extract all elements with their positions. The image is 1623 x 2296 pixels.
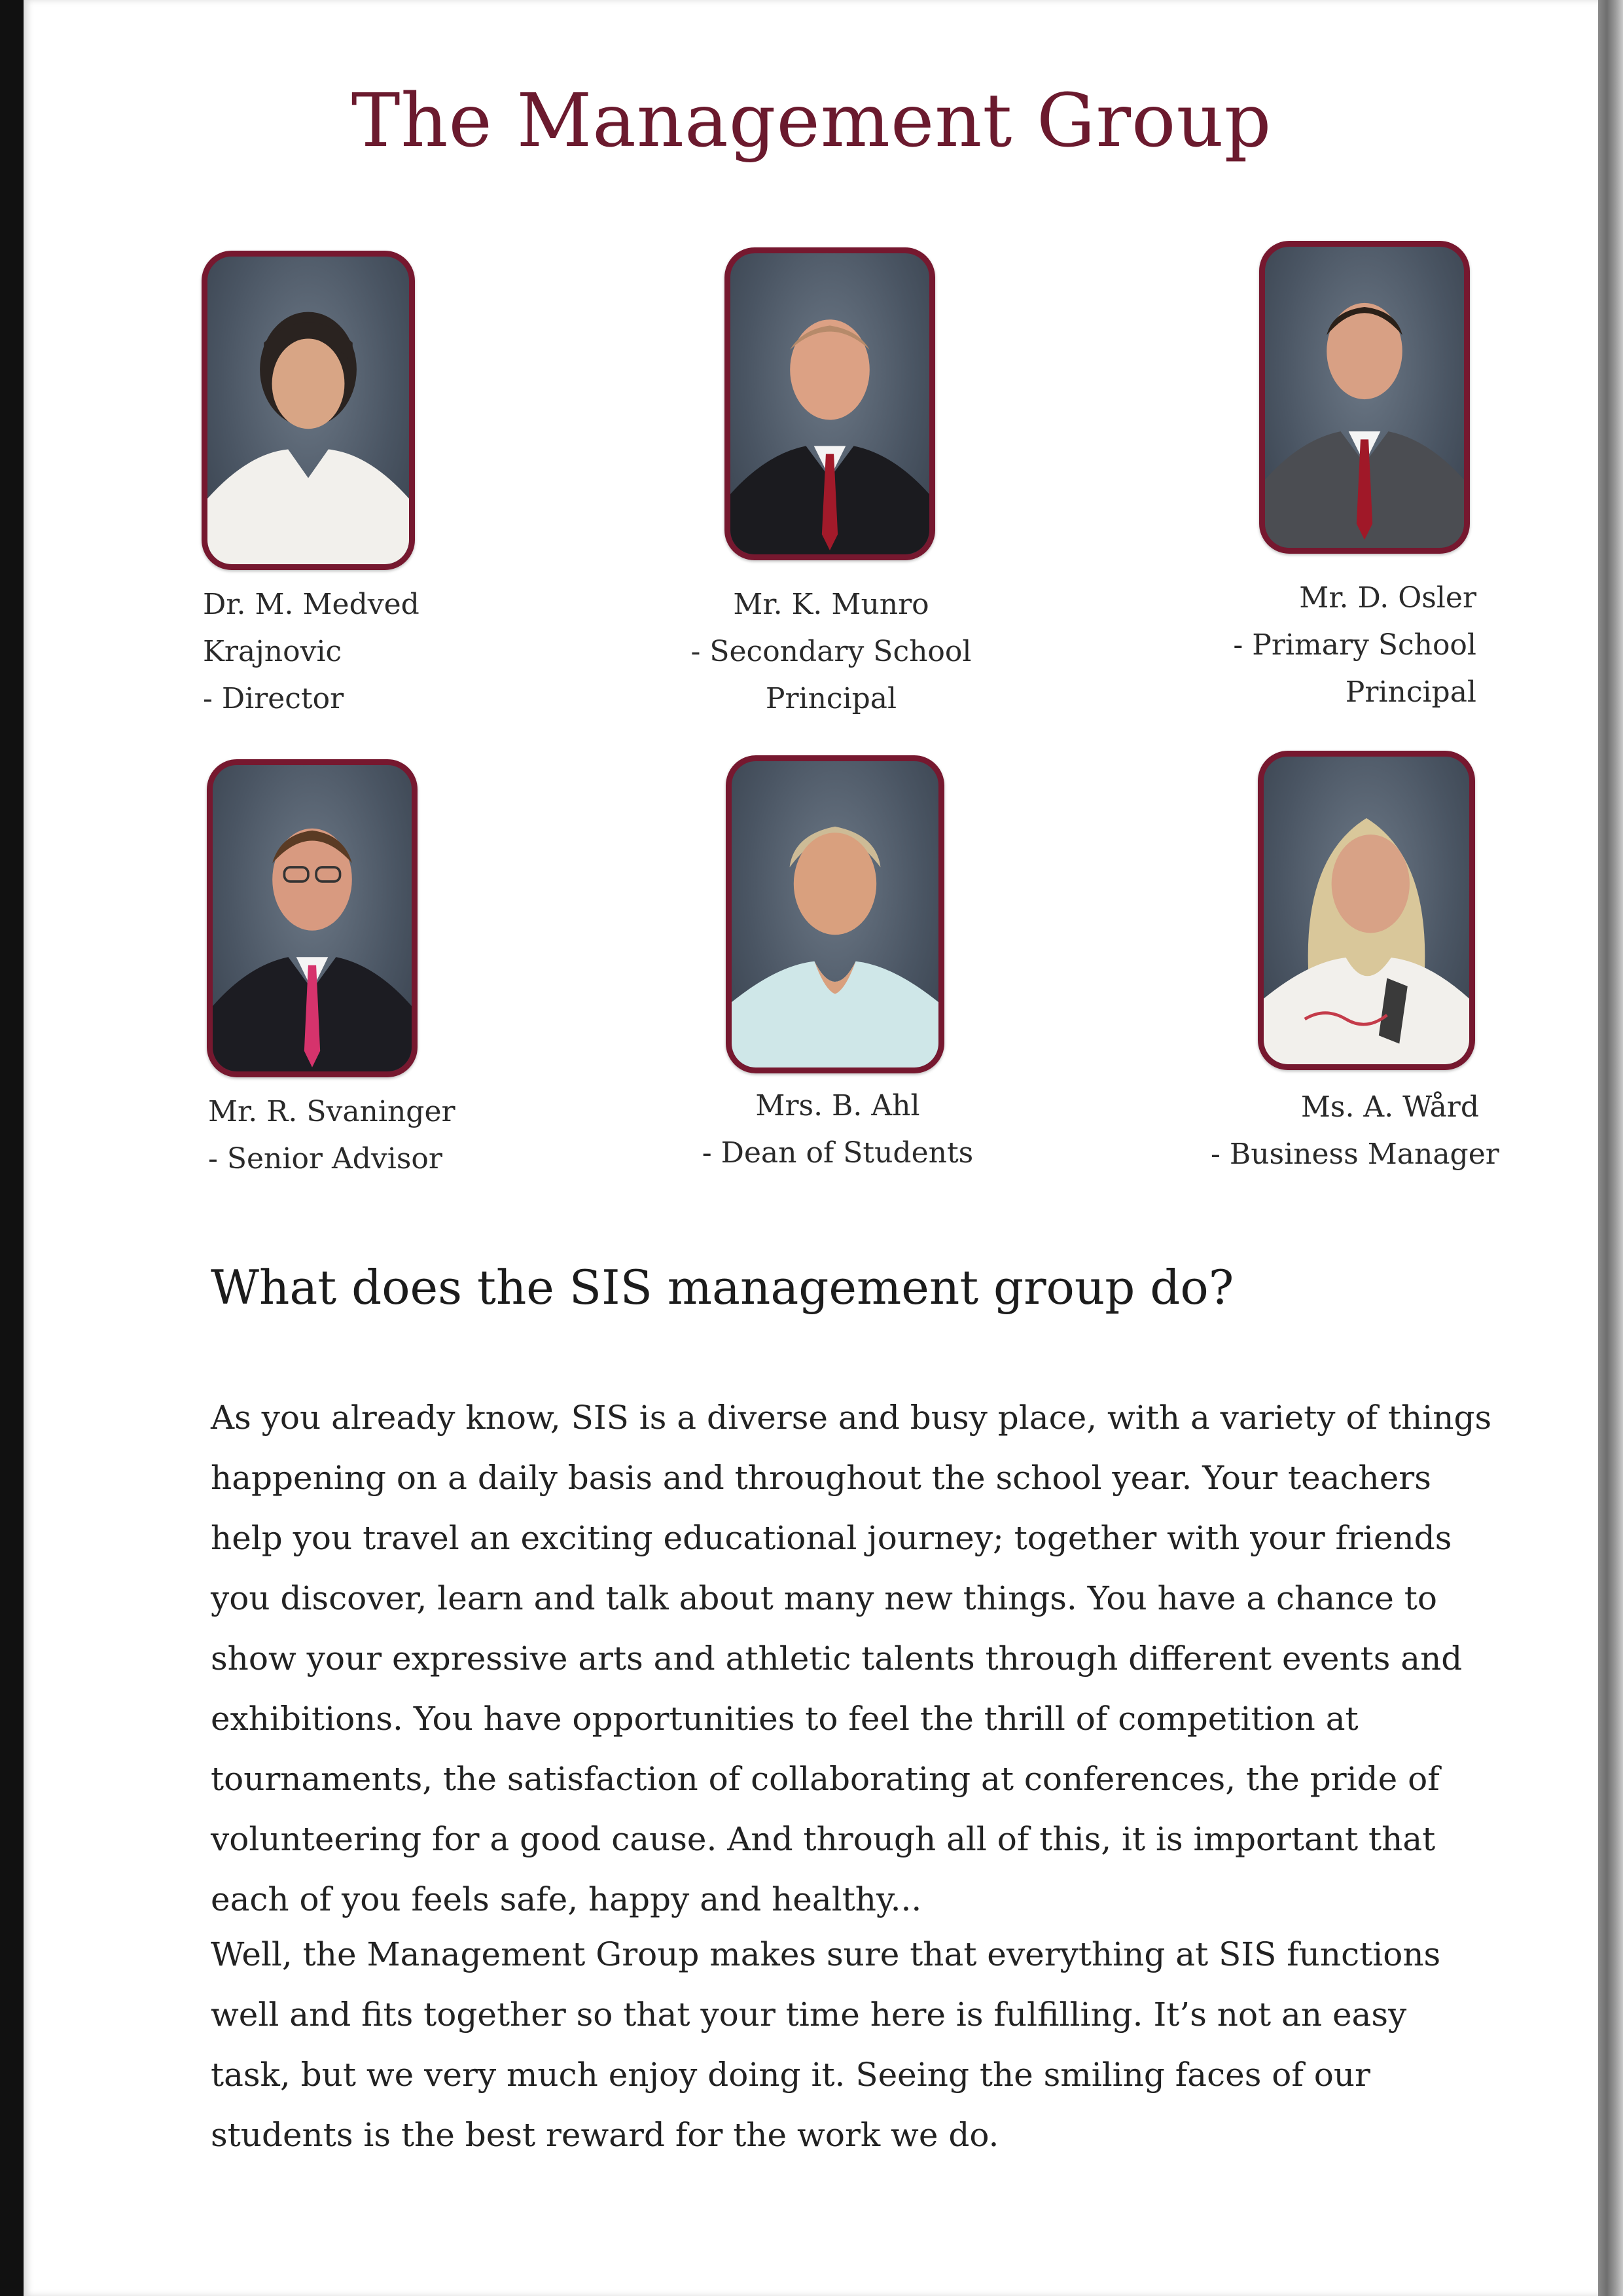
staff-caption: [687, 581, 975, 723]
staff-role-cont: Principal: [1345, 675, 1476, 709]
staff-caption: [1211, 1084, 1499, 1178]
staff-photo: [726, 755, 944, 1073]
body-paragraph: As you already know, SIS is a diverse and busy place, with a variety of things happening on a daily basis and throughout the school year. Your teachers help you travel an exciting educational journey; together with your friends you discover, learn and talk about many new things. You have a chance to show your expressive arts and athletic talents through different events and exhibitions. You have opportunities to feel the thrill of competition at tournaments, the satisfaction of collaborating at conferences, the pride of volunteering for a good cause. And through all of this, it is important that each of you feels safe, happy and healthy...: [211, 1399, 1492, 1918]
staff-role: - Dean of Students: [702, 1136, 974, 1170]
staff-name: Mr. D. Osler: [1299, 581, 1476, 615]
body-paragraph: Well, the Management Group makes sure that everything at SIS functions well and fits together so that your time here is fulfilling. It’s not an easy task, but we very much enjoy doing it. Seeing the smiling faces of our students is the best reward for the work we do.: [211, 1935, 1441, 2154]
staff-name-cont: Krajnovic: [203, 635, 342, 668]
scan-border-right: [1598, 0, 1623, 2296]
staff-photo: [1258, 751, 1475, 1070]
staff-photo: [724, 247, 935, 560]
staff-role-cont: Principal: [765, 682, 897, 715]
staff-name: Mr. R. Svaninger: [208, 1095, 455, 1128]
staff-caption: [203, 581, 419, 723]
staff-photo: [202, 251, 415, 570]
staff-photo: [207, 759, 418, 1077]
staff-caption: [694, 1083, 982, 1177]
staff-caption: [1211, 575, 1476, 716]
staff-role: - Primary School: [1233, 628, 1476, 662]
staff-name: Mr. K. Munro: [733, 588, 929, 621]
staff-role: - Director: [203, 682, 344, 715]
page-title: The Management Group: [351, 79, 1272, 164]
staff-role: - Senior Advisor: [208, 1142, 442, 1175]
staff-role: - Business Manager: [1211, 1138, 1499, 1171]
staff-role: - Secondary School: [690, 635, 972, 668]
section-heading: What does the SIS management group do?: [211, 1260, 1234, 1315]
staff-name: Mrs. B. Ahl: [755, 1089, 920, 1122]
scan-border-left: [0, 0, 24, 2296]
staff-name: Dr. M. Medved: [203, 588, 419, 621]
staff-photo: [1259, 241, 1470, 554]
staff-caption: [208, 1088, 455, 1183]
staff-name: Ms. A. Wård: [1300, 1090, 1479, 1124]
